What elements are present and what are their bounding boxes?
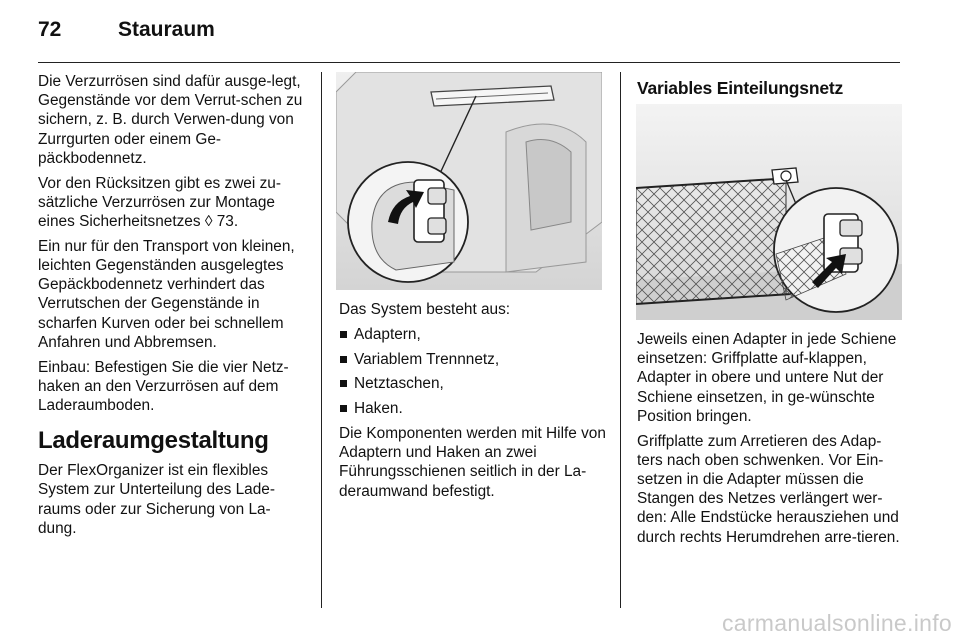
column-divider-right — [620, 72, 621, 608]
paragraph-additional-eyelets: Vor den Rücksitzen gibt es zwei zu-sätzliche Verzurrösen zur Montage eines Sicherheitsnetzes ◊ 73. — [38, 174, 281, 231]
rail-adapter-drawing — [336, 72, 602, 290]
paragraph-insert-adapter: Jeweils einen Adapter in jede Schiene einsetzen: Griffplatte auf-klappen, Adapter in obere und untere Nut der Schiene einsetzen, in ge-wünschte Position bringen. — [637, 331, 897, 425]
sub-heading-variable-net: Variables Einteilungsnetz — [637, 78, 844, 98]
list-item: Adaptern, — [339, 325, 607, 344]
list-item: Netztaschen, — [339, 374, 607, 393]
paragraph-installation: Einbau: Befestigen Sie die vier Netz-haken an den Verzurrösen auf dem Laderaumboden. — [38, 358, 289, 415]
paragraph-system-intro: Das System besteht aus: — [339, 301, 511, 318]
column-divider-left — [321, 72, 322, 608]
paragraph-components: Die Komponenten werden mit Hilfe von Adaptern und Haken an zwei Führungsschienen seitlich in der La-deraumwand befestigt. — [339, 424, 606, 500]
column-left — [38, 72, 308, 544]
paragraph-floor-net: Ein nur für den Transport von kleinen, leichten Gegenständen ausgelegtes Gepäckbodennetz verhindert das Verrutschen der Gegenstände in scharfen Kurven oder bei schnellem Anfahren und Abbremsen. — [38, 237, 295, 351]
divider-net-drawing — [636, 104, 902, 320]
section-heading-load-space: Laderaumgestaltung — [38, 427, 269, 455]
list-item: Haken. — [339, 399, 607, 418]
component-list — [339, 325, 607, 419]
list-item: Variablem Trennnetz, — [339, 350, 607, 369]
illustration-divider-net — [636, 104, 902, 320]
paragraph-lock-adapter: Griffplatte zum Arretieren des Adap-ters nach oben schwenken. Vor Ein-setzen in die Adapter müssen die Stangen des Netzes verlängert wer-den: Alle Endstücke herausziehen und durch rechts Herumdrehen arre-tieren. — [637, 432, 900, 546]
paragraph-flexorganizer: Der FlexOrganizer ist ein flexibles System zur Unterteilung des Lade-raums oder zur Sicherung von La-dung. — [38, 462, 275, 537]
paragraph-tie-down-purpose: Die Verzurrösen sind dafür ausge-legt, Gegenstände vor dem Verrut-schen zu sichern, z. B. durch Verwen-dung von Zurrgurten oder einem Ge-päckbodennetz. — [38, 73, 303, 167]
illustration-rail-adapter — [336, 72, 602, 290]
page-title: Stauraum — [118, 18, 215, 41]
page-number: 72 — [38, 18, 62, 41]
watermark: carmanualsonline.info — [721, 610, 952, 636]
column-middle — [339, 300, 607, 506]
column-right — [637, 330, 907, 552]
header-rule — [38, 62, 900, 63]
